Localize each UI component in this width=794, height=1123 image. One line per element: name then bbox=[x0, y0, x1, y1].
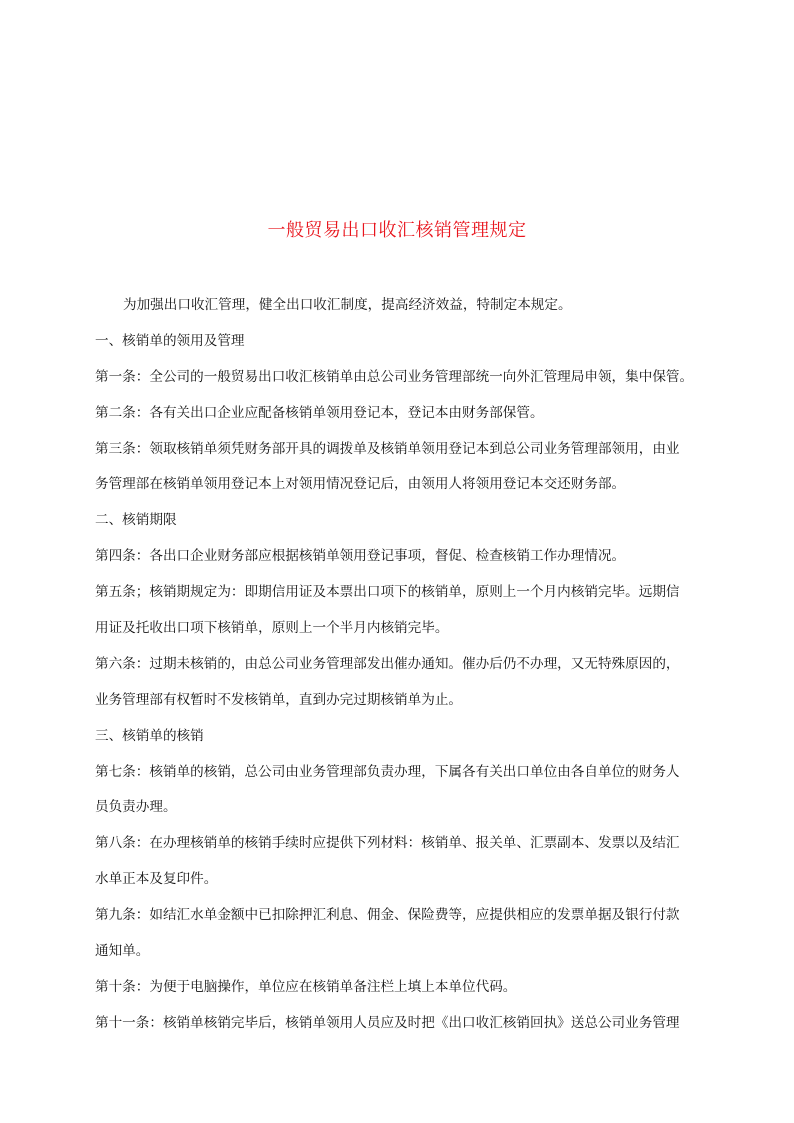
document-body bbox=[95, 295, 725, 1049]
text-line: 第五条；核销期规定为：即期信用证及本票出口项下的核销单，原则上一个月内核销完毕。远期信 bbox=[95, 584, 680, 601]
text-line: 第六条：过期未核销的，由总公司业务管理部发出催办通知。催办后仍不办理，又无特殊原因的， bbox=[95, 655, 680, 672]
text-line: 第三条：领取核销单须凭财务部开具的调拨单及核销单领用登记本到总公司业务管理部领用，由业 bbox=[95, 440, 680, 457]
text-line: 第十一条：核销单核销完毕后，核销单领用人员应及时把《出口收汇核销回执》送总公司业务管理 bbox=[95, 1014, 680, 1031]
text-line: 第七条：核销单的核销，总公司由业务管理部负责办理，下属各有关出口单位由各自单位的财务人 bbox=[95, 763, 680, 780]
text-line: 一、核销单的领用及管理 bbox=[95, 332, 245, 349]
text-line: 为加强出口收汇管理，健全出口收汇制度，提高经济效益，特制定本规定。 bbox=[123, 297, 572, 313]
text-line: 务管理部在核销单领用登记本上对领用情况登记后，由领用人将领用登记本交还财务部。 bbox=[95, 476, 626, 493]
text-line: 第四条：各出口企业财务部应根据核销单领用登记事项，督促、检查核销工作办理情况。 bbox=[95, 548, 626, 565]
document-title: 一般贸易出口收汇核销管理规定 bbox=[267, 220, 527, 241]
text-line: 水单正本及复印件。 bbox=[95, 871, 218, 888]
text-line: 二、核销期限 bbox=[95, 512, 177, 529]
text-line: 员负责办理。 bbox=[95, 799, 177, 816]
text-line: 第八条：在办理核销单的核销手续时应提供下列材料：核销单、报关单、汇票副本、发票以及结汇 bbox=[95, 835, 680, 852]
text-line: 第十条：为便于电脑操作，单位应在核销单备注栏上填上本单位代码。 bbox=[95, 978, 517, 995]
text-line: 第九条：如结汇水单金额中已扣除押汇利息、佣金、保险费等，应提供相应的发票单据及银行付款 bbox=[95, 907, 680, 924]
text-line: 第二条：各有关出口企业应配备核销单领用登记本，登记本由财务部保管。 bbox=[95, 404, 544, 421]
text-line: 第一条：全公司的一般贸易出口收汇核销单由总公司业务管理部统一向外汇管理局申领，集中保管。 bbox=[95, 368, 694, 385]
text-line: 用证及托收出口项下核销单，原则上一个半月内核销完毕。 bbox=[95, 620, 449, 637]
text-line: 通知单。 bbox=[95, 943, 150, 960]
text-line: 三、核销单的核销 bbox=[95, 727, 204, 744]
text-line: 业务管理部有权暂时不发核销单，直到办完过期核销单为止。 bbox=[95, 691, 463, 708]
